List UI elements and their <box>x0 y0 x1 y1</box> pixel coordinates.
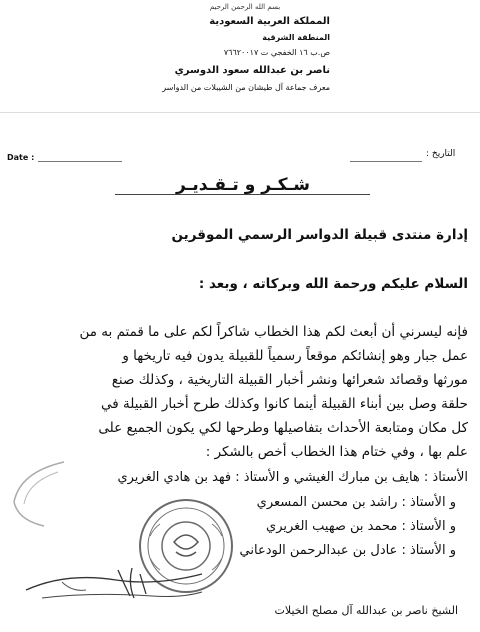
thanked-name: الأستاذ : هايف بن مبارك الغيشي و الأستاذ : فهد بن هادي الغريري <box>117 470 468 485</box>
body-line: حلقة وصل بين أبناء القبيلة أينما كانوا وكذلك طرح أخبار القبيلة في <box>101 396 468 412</box>
body-line: مورثها وقصائد شعرائها ونشر أخبار القبيلة التاريخية ، وكذلك صنع <box>111 372 468 388</box>
letterhead-name: ناصر بن عبدالله سعود الدوسري <box>174 65 330 76</box>
date-label-en: Date : <box>7 153 35 162</box>
signatory-name: الشيخ ناصر بن عبدالله آل مصلح الخيلات <box>274 604 458 617</box>
letterhead-region: المنطقة الشرقية <box>262 33 330 42</box>
header-divider <box>0 112 480 113</box>
date-line-ar <box>350 161 422 162</box>
body-line: عمل جبار وهو إنشائكم موقعاً رسمياً للقبيلة يدون فيه تاريخها و <box>122 348 468 364</box>
letter-heading: شـكـر و تـقـديـر <box>175 175 311 195</box>
heading-underline <box>115 194 370 195</box>
letterhead-po-box: ص.ب ١٦ الخفجي ت ٧٦٦٢٠٠١٧ <box>223 48 330 57</box>
date-label-ar: التاريخ : <box>426 149 456 159</box>
body-line: علم بها ، وفي ختام هذا الخطاب أخص بالشكر : <box>205 444 468 460</box>
letterhead-country: المملكة العربية السعودية <box>209 16 330 27</box>
letterhead-title: معرف جماعة آل طيشان من الشيبلات من الدواسر <box>162 83 330 92</box>
basmala: بسم الله الرحمن الرحيم <box>209 3 281 11</box>
faint-stamp <box>8 458 68 528</box>
body-line: فإنه ليسرني أن أبعث لكم هذا الخطاب شاكراً لكم على ما قمتم به من <box>79 324 468 340</box>
thanked-name: و الأستاذ : محمد بن صهيب الغريري <box>266 519 456 534</box>
date-line-en <box>38 161 122 162</box>
body-line: كل مكان ومتابعة الأحداث بتفاصيلها وطرحها لكي يكون الجميع على <box>98 420 468 436</box>
recipient: إدارة منتدى قبيلة الدواسر الرسمي الموقرين <box>171 227 468 243</box>
thanked-name: و الأستاذ : عادل بن عبدالرحمن الودعاني <box>239 543 456 558</box>
thanked-name: و الأستاذ : راشد بن محسن المسعري <box>256 495 456 510</box>
handwritten-signature <box>22 560 212 610</box>
greeting: السلام عليكم ورحمة الله وبركاته ، وبعد : <box>198 276 468 292</box>
